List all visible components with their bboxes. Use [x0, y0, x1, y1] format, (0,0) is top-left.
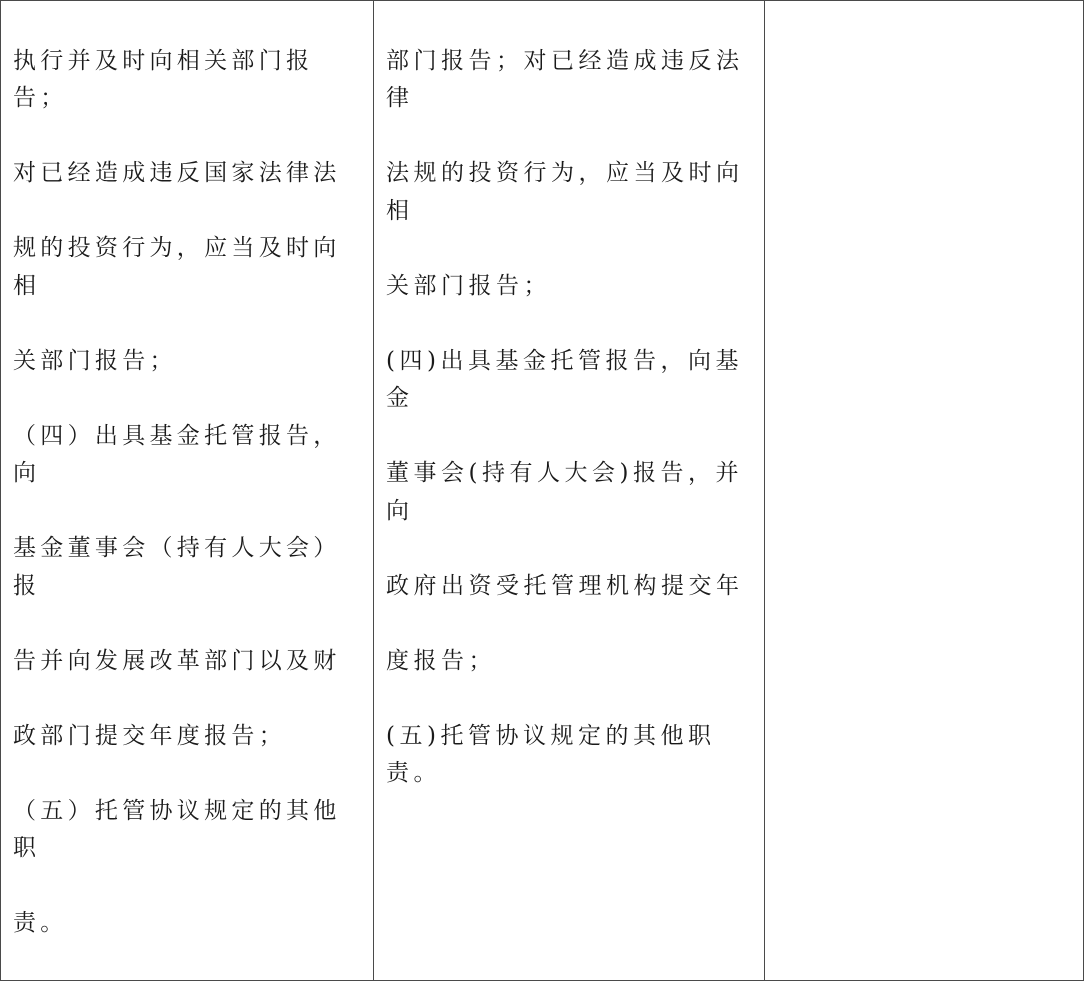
- text-line: 执行并及时向相关部门报告；: [13, 47, 314, 111]
- text-line: （五）托管协议规定的其他职: [13, 797, 341, 861]
- text-line: (五)托管协议规定的其他职责。: [386, 722, 716, 786]
- text-line: 责。: [13, 910, 68, 936]
- text-line: 规的投资行为，应当及时向相: [13, 235, 341, 299]
- text-line: 关部门报告；: [386, 272, 551, 299]
- text-line: 法规的投资行为，应当及时向相: [386, 160, 744, 224]
- text-line: (四)出具基金托管报告，向基金: [386, 347, 743, 411]
- text-line: 政部门提交年度报告；: [13, 722, 286, 749]
- text-line: 政府出资受托管理机构提交年: [386, 572, 744, 599]
- text-line: （四）出具基金托管报告，向: [13, 422, 341, 486]
- text-line: 关部门报告；: [13, 347, 177, 374]
- table-cell-col3-empty: [765, 1, 1084, 981]
- text-line: 对已经造成违反国家法律法: [13, 160, 341, 186]
- text-line: 度报告；: [386, 647, 496, 674]
- text-line: 部门报告；对已经造成违反法律: [386, 47, 744, 111]
- text-line: 告并向发展改革部门以及财: [13, 647, 341, 674]
- text-line: 董事会(持有人大会)报告，并向: [386, 460, 743, 524]
- cell-text-col1: [1, 1, 373, 980]
- table-cell-col1: [1, 1, 374, 981]
- text-line: 基金董事会（持有人大会）报: [13, 535, 341, 599]
- table-row: [1, 1, 1084, 981]
- cell-text-col2: [374, 1, 764, 830]
- table-cell-col2: [374, 1, 765, 981]
